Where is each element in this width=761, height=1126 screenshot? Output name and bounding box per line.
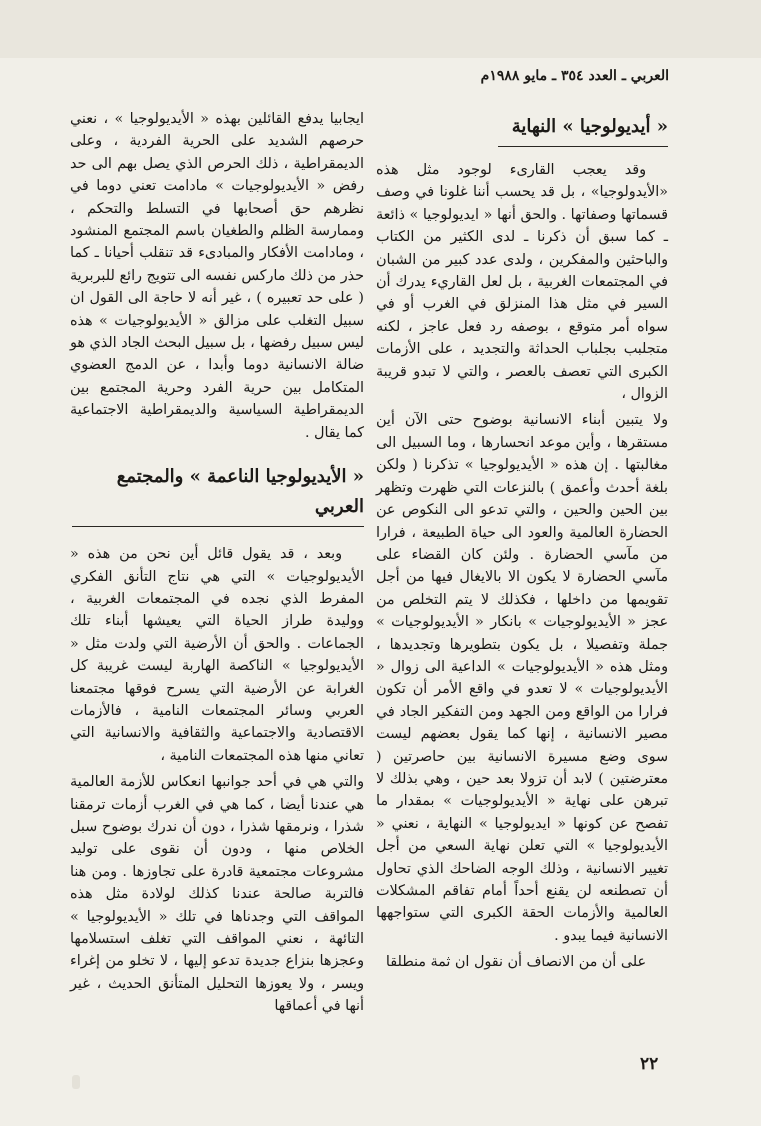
paragraph: وقد يعجب القارىء لوجود مثل هذه «الأيدولوجيا» ، بل قد يحسب أننا غلونا في وصف قسماتها وصفاتها . والحق أنها « ايديولوجيا » ذائعة ـ كما سبق أن ذكرنا ـ لدى الكثير من الكتاب والباحثين والمفكرين ، ولدى عدد كبير من الشبان في المجتمعات الغربية ، بل لعل القاريء يدرك أن السير في مثل هذا المنزلق في الغرب أو في سواه أمر متوقع ، بوصفه رد فعل عاجز ، لكنه متجلبب بجلباب الحداثة والتجديد ، على الأزمات الكبرى التي تعصف بالعصر ، والتي لا تبدو قريبة الزوال ،: [376, 162, 668, 403]
right-column: [376, 112, 668, 978]
running-head: العربي ـ العدد ٣٥٤ ـ مايو ١٩٨٨م: [480, 68, 669, 84]
paragraph: ايجابيا يدفع القائلين بهذه « الأيديولوجيا » ، نعني حرصهم الشديد على الحرية الفردية ، وعلى الديمقراطية ، ذلك الحرص الذي يصل بهم الى حد رفض « الأيديولوجيات » مادامت تعني دوما في نظرهم حق أصحابها في التسلط والتحكم ، وممارسة الظلم والطغيان باسم المجتمع المنشود ، ومادامت الأفكار والمبادىء قد تنقلب أحيانا ـ كما حذر من ذلك ماركس نفسه الى تتويج رائع للبربرية ( على حد تعبيره ) ، غير أنه لا حاجة الى القول ان سبيل التغلب على مزالق « الأيديولوجيات » هذه ليس سبيل رفضها ، بل سبيل البحث الجاد الذي هو ضالة الانسانية دوما وأبدا ، عن الدمج العضوي المتكامل بين حرية الفرد وحرية المجتمع بين الديمقراطية السياسية والديمقراطية الاجتماعية كما يقال .: [70, 111, 364, 441]
paragraph: وبعد ، قد يقول قائل أين نحن من هذه « الأيديولوجيات » التي هي نتاج التأنق الفكري المفرط الذي نجده في المجتمعات الغربية ، ووليدة طراز الحياة التي يعيشها أبناء تلك الجماعات . والحق أن الأرضية التي ولدت مثل « الأيديولوجيا » الناكصة الهاربة ليست غريبة كل الغرابة عن الأرضية التي يسرح فوقها مجتمعنا العربي وسائر المجتمعات النامية ، فالأزمات الاقتصادية والاجتماعية والثقافية والانسانية التي تعاني منها هذه المجتمعات النامية ،: [70, 546, 364, 764]
page-number: ٢٢: [640, 1054, 659, 1074]
scan-speck: [72, 1075, 80, 1089]
paragraph: والتي هي في أحد جوانبها انعكاس للأزمة العالمية هي عندنا أيضا ، كما هي في الغرب أزمات ترمقنا شذرا ، ونرمقها شذرا ، دون أن ندرك بوضوح سبل الخلاص منها ، ودون أن نقوى على توليد مشروعات مجتمعية قادرة على تجاوزها . ومن هنا فالتربة صالحة عندنا كذلك لولادة مثل هذه المواقف التي وجدناها في تلك « الأيديولوجيا » التائهة ، نعني المواقف التي تغلف استسلامها وعجزها بنزاع جديدة تدعو إليها ، لا تخلو من إغراء ويسر ، ولا يعوزها التحليل المتأنق الحديث ، غير أنها في أعماقها: [70, 774, 364, 1015]
paragraph: على أن من الانصاف أن نقول ان ثمة منطلقا: [385, 954, 646, 971]
section-title-ideology-end: « أيديولوجيا » النهاية: [498, 112, 668, 147]
left-column: [70, 108, 364, 1022]
section-title-soft-ideology: « الأيديولوجيا الناعمة » والمجتمع العربي: [72, 462, 364, 527]
paragraph: ولا يتبين أبناء الانسانية بوضوح حتى الآن أين مستقرها ، وأين موعد انحسارها ، وما السبيل الى مغالبتها . إن هذه « الأيديولوجيا » تذكرنا ( ولكن بلغة أحدث وأعمق ) بالنزعات التي ظهرت وتظهر بين الحين والحين ، والتي تدعو الى النكوص عن الحضارة العالمية والعود الى حياة الطبيعة ، فرارا من مآسي الحضارة . ولئن كان القضاء على مآسي الحضارة لا يكون الا بالايغال فيها من أجل تقويمها من داخلها ، فكذلك لا يتم التخلص من عجز « الأيديولوجيات » بانكار « الأيديولوجيات » جملة وتفصيلا ، بل يكون بتطويرها وتجديدها ، ومثل هذه « الأيديولوجيات » الداعية الى زوال « الأيديولوجيات » لا تعدو في واقع الأمر أن تكون فرارا من الواقع ومن الجهد ومن التفكير الجاد في مصير الانسانية ، إنها كما يقول بعضهم ليست سوى وضع مسيرة الانسانية بين حاصرتين ( معترضتين ) لابد أن تزولا بعد حين ، وهي بذلك لا تبرهن على نهاية « الأيديولوجيات » بمقدار ما تفصح عن كونها « ايديولوجيا » النهاية ، نعني « الأيديولوجيا » التي تعلن نهاية السعي من أجل تغيير الانسانية ، وذلك الوجه الضاحك الذي تحاول أن تصطنعه لن يقنع أحداً أمام تفاقم المشكلات العالمية والأزمات الحقة الكبرى التي ستواجهها الانسانية فيما يبدو .: [376, 412, 668, 944]
scan-top-strip: [0, 0, 761, 58]
